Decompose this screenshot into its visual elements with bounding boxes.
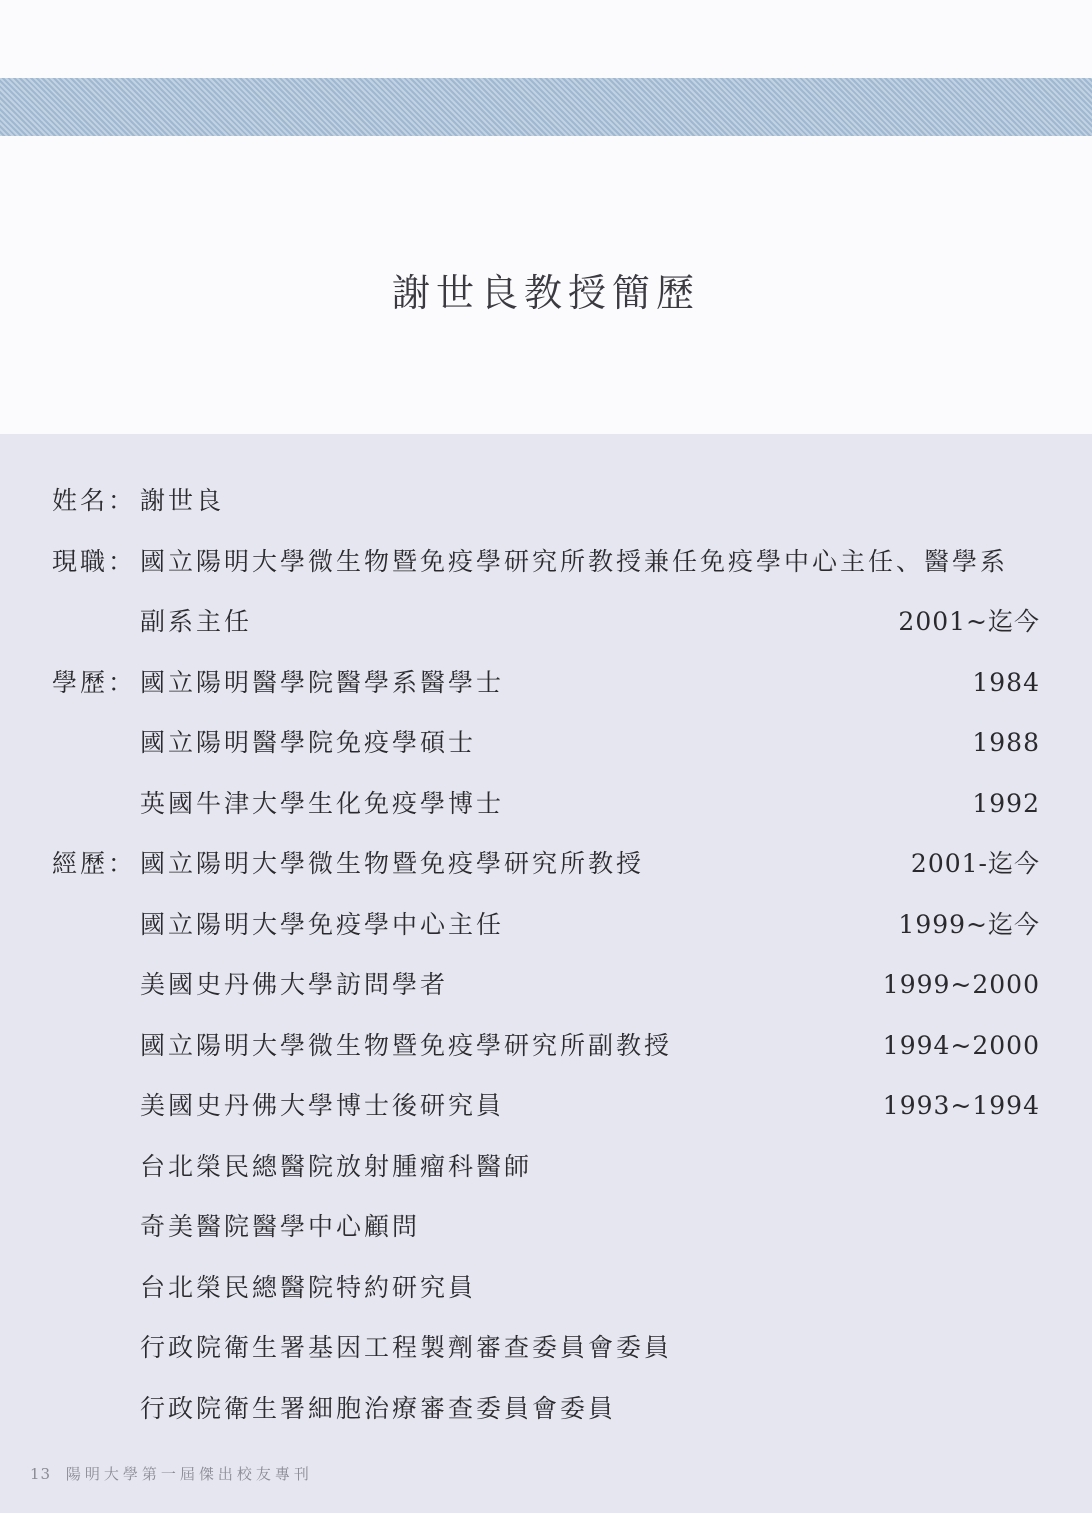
bio-row (0, 542, 1092, 582)
bio-row-label: 現職： (52, 547, 137, 576)
bio-row (0, 723, 1092, 763)
bio-row-date: 1988 (972, 728, 1040, 757)
page-footer (30, 1463, 313, 1484)
page-title: 謝世良教授簡歷 (391, 271, 700, 315)
bio-row-date: 1993~1994 (882, 1091, 1040, 1120)
bio-row-date: 1992 (972, 789, 1040, 818)
bio-row-label: 經歷： (52, 849, 137, 878)
bio-row (0, 784, 1092, 824)
bio-row (0, 602, 1092, 642)
bio-row-text: 國立陽明大學免疫學中心主任 (140, 910, 505, 939)
bio-row-label: 學歷： (52, 668, 137, 697)
bio-row (0, 1207, 1092, 1247)
bio-row-label: 姓名： (52, 486, 137, 515)
decorative-header-band (0, 78, 1092, 136)
bio-row-text: 美國史丹佛大學博士後研究員 (140, 1091, 505, 1120)
bio-row (0, 1086, 1092, 1126)
bio-row-text: 行政院衛生署細胞治療審查委員會委員 (140, 1394, 617, 1423)
bio-row-text: 台北榮民總醫院特約研究員 (140, 1273, 477, 1302)
bio-row-text: 奇美醫院醫學中心顧問 (140, 1212, 421, 1241)
bio-row-text: 台北榮民總醫院放射腫瘤科醫師 (140, 1152, 533, 1181)
bio-row-text: 行政院衛生署基因工程製劑審查委員會委員 (140, 1333, 673, 1362)
bio-row-text: 國立陽明大學微生物暨免疫學研究所教授 (140, 849, 645, 878)
bio-row (0, 1389, 1092, 1429)
bio-row-text: 國立陽明大學微生物暨免疫學研究所副教授 (140, 1031, 673, 1060)
bio-row (0, 905, 1092, 945)
bio-row-date: 2001-迄今 (910, 849, 1040, 878)
bio-row-text: 美國史丹佛大學訪問學者 (140, 970, 449, 999)
page-number: 13 (30, 1465, 52, 1483)
bio-row (0, 1026, 1092, 1066)
bio-row-text: 國立陽明大學微生物暨免疫學研究所教授兼任免疫學中心主任、醫學系 (140, 547, 1009, 576)
bio-row-date: 1999~迄今 (898, 910, 1040, 939)
bio-row-text: 副系主任 (140, 607, 253, 636)
bio-row-date: 1999~2000 (882, 970, 1040, 999)
bio-row-text: 英國牛津大學生化免疫學博士 (140, 789, 505, 818)
bio-row-date: 1994~2000 (882, 1031, 1040, 1060)
bio-row (0, 663, 1092, 703)
bio-row (0, 1268, 1092, 1308)
bio-row (0, 1328, 1092, 1368)
bio-row (0, 844, 1092, 884)
publication-title: 陽明大學第一屆傑出校友專刊 (65, 1465, 313, 1483)
bio-row-date: 2001~迄今 (898, 607, 1040, 636)
bio-row (0, 1147, 1092, 1187)
bio-row-text: 國立陽明醫學院醫學系醫學士 (140, 668, 505, 697)
bio-row-text: 國立陽明醫學院免疫學碩士 (140, 728, 477, 757)
bio-row (0, 965, 1092, 1005)
bio-row-date: 1984 (972, 668, 1040, 697)
bio-row-text: 謝世良 (140, 486, 225, 515)
bio-row (0, 481, 1092, 521)
